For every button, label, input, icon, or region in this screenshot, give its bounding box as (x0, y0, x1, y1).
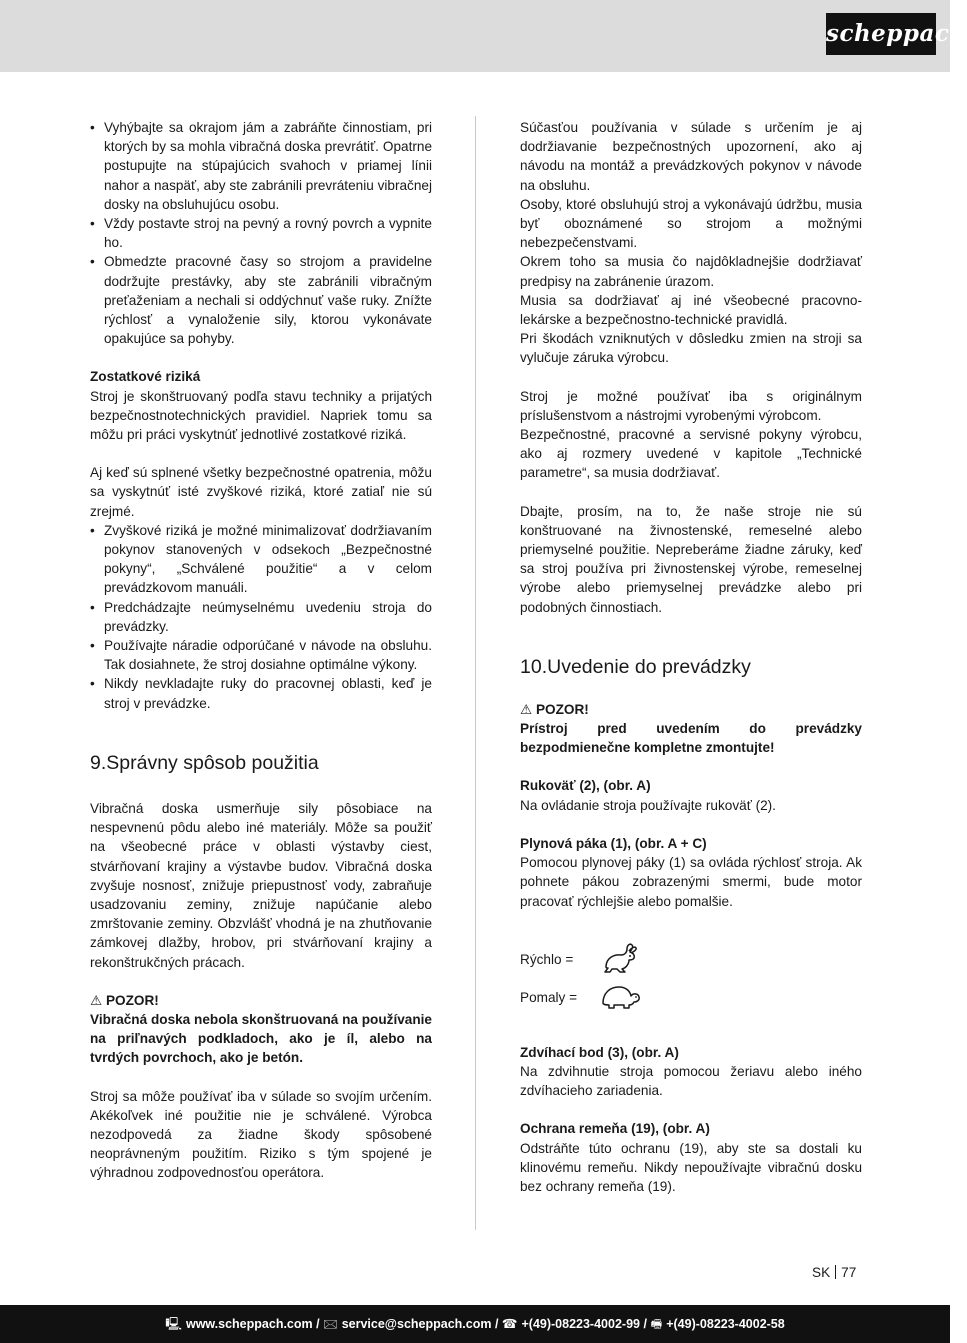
warning-text: Prístroj pred uvedením do prevádzky bezpodmienečne kompletne zmontujte! (520, 721, 862, 756)
warning-label: ⚠ POZOR! (520, 701, 589, 717)
rabbit-icon (600, 941, 640, 975)
page-num: 77 (841, 1265, 857, 1280)
paragraph: Dbajte, prosím, na to, že naše stroje nie sú konštruované na živnostenské, remeselné alebo priemyselné použitie. Nepreberáme žiadne záruky, keď sa stroj používa pri živnostenskej výrobe, remeselnej výrobe alebo priemyselnej prevádzke alebo pri podobných činnostiach. (520, 503, 862, 615)
usage-text: Stroj sa môže používať iba v súlade so svojím určením. Akékoľvek iné použitie nie je schválené. Výrobca nezodpovedá za žiadne škody spôsobené neoprávneným použitím. Riziko s tým spojené je výhradnou zodpovednosťou operátora. (90, 1088, 432, 1181)
fast-label: Rýchlo = (520, 951, 574, 967)
section-title: Uvedenie do prevádzky (547, 655, 751, 678)
fast-speed-row (520, 941, 862, 979)
turtle-icon (600, 979, 642, 1013)
paragraph: Súčasťou používania v súlade s určením je aj dodržiavanie bezpečnostných upozornení, ako aj návodu na montáž a prevádzkových pokynov v návode na obsluhu. (520, 120, 862, 193)
fax-icon: 🖷 (650, 1317, 663, 1331)
footer-contact-bar (0, 1305, 950, 1343)
paragraph: Pri škodách vzniknutých v dôsledku zmien na stroji sa vylučuje záruka výrobcu. (520, 331, 862, 366)
handle-heading: Rukoväť (2), (obr. A) (520, 778, 651, 794)
section-number: 9. (90, 751, 107, 774)
slow-label: Pomaly = (520, 989, 578, 1005)
lift-point-text: Na zdvihnutie stroja pomocou žeriavu alebo iného zdvíhacieho zariadenia. (520, 1063, 862, 1099)
brand-logo: scheppach (826, 13, 936, 55)
column-divider (475, 116, 476, 1230)
warning-text: Vibračná doska nebola skonštruovaná na používanie na priľnavých podkladoch, ako je íl, alebo na tvrdých povrchoch, ako je betón. (90, 1011, 432, 1066)
list-item: • Predchádzajte neúmyselnému uvedeniu stroja do prevádzky. (90, 598, 432, 636)
fax-number: +(49)-08223-4002-58 (666, 1317, 785, 1331)
throttle-text: Pomocou plynovej páky (1) sa ovláda rýchlosť stroja. Ak pohnete pákou zobrazenými smermi, bude motor pracovať rýchlejšie alebo pomalšie. (520, 855, 862, 909)
list-item: • Vždy postavte stroj na pevný a rovný povrch a vypnite ho. (90, 214, 432, 252)
paragraph: Musia sa dodržiavať aj iné všeobecné pracovno-lekárske a bezpečnostno-technické pravidlá. (520, 292, 862, 328)
section-title: Správny spôsob použitia (106, 751, 319, 774)
page-number (812, 1265, 856, 1280)
section-10-heading (520, 655, 862, 679)
intended-use-text: Vibračná doska usmerňuje sily pôsobiace na nespevnenú pôdu alebo iné materiály. Môže sa použiť na všeobecné práce v oblasti výstavby ciest, stvárňovaní krajiny a výstavbe budov. Vibračná doska zvyšuje nosnosť, znižuje priepustnosť vody, zabraňuje usadzovaniu zeminy, znižuje napúčanie alebo zmrštovanie zeminy. Obzvlášť vhodná je na zhutňovanie zámkovej dlažby, hrobov, pri stvárňovaní krajiny a rekonštrukčných prácach. (90, 800, 432, 970)
computer-icon: 🖳 (165, 1317, 182, 1331)
residual-risks-text-2: Aj keď sú splnené všetky bezpečnostné opatrenia, môžu sa vyskytnúť isté zvyškové riziká, ktoré zatiaľ nie sú zrejmé. (90, 465, 432, 519)
left-column (90, 118, 432, 1183)
website-link[interactable]: www.scheppach.com / (185, 1317, 320, 1331)
email-link[interactable]: service@scheppach.com / (341, 1317, 499, 1331)
right-column (520, 118, 862, 1196)
paragraph: Osoby, ktoré obsluhujú stroj a vykonávajú údržbu, musia byť oboznámené so strojom a možnými nebezpečenstvami. (520, 196, 862, 251)
section-9-heading (90, 751, 432, 775)
throttle-heading: Plynová páka (1), (obr. A + C) (520, 835, 707, 851)
paragraph: Stroj je možné používať iba s originálnym príslušenstvom a nástrojmi vyrobenými výrobcom. (520, 388, 862, 423)
list-item: • Používajte náradie odporúčané v návode na obsluhu. Tak dosiahnete, že stroj dosiahne optimálne výkony. (90, 636, 432, 674)
section-number: 10. (520, 655, 548, 678)
list-item: • Nikdy nevkladajte ruky do pracovnej oblasti, keď je stroj v prevádzke. (90, 674, 432, 712)
slow-speed-row (520, 979, 862, 1017)
residual-risks-text: Stroj je skonštruovaný podľa stavu techniky a prijatých bezpečnostnotechnických pravidiel. Napriek tomu sa môžu pri práci vyskytnúť jednotlivé zostatkové riziká. (90, 388, 432, 443)
residual-bullet-list (90, 521, 432, 713)
safety-bullet-list (90, 118, 432, 348)
mail-icon: 🖂 (323, 1317, 338, 1331)
list-item: • Zvyškové riziká je možné minimalizovať dodržiavaním pokynov stanovených v odsekoch „Bezpečnostné pokyny“, „Schválené použitie“ a v celom prevádzkovom manuáli. (90, 521, 432, 598)
warning-label: ⚠ POZOR! (90, 992, 159, 1008)
list-item: • Obmedzte pracovné časy so strojom a pravidelne dodržujte prestávky, aby ste zabránili vibračným preťaženiam a nechali si oddýchnuť vaše ruky. Znížte rýchlosť a vynaloženie sily, ktorou vykonávate opakujúce sa pohyby. (90, 252, 432, 348)
lift-point-heading: Zdvíhací bod (3), (obr. A) (520, 1044, 679, 1060)
list-item: • Vyhýbajte sa okrajom jám a zabráňte činnostiam, pri ktorých by sa mohla vibračná doska prevrátiť. Opatrne postupujte na stúpajúcich svahoch v priamej línii nahor a naspäť, aby ste zabránili prevráteniu vibračnej dosky na obsluhujúcu osobu. (90, 118, 432, 214)
belt-guard-text: Odstráňte túto ochranu (19), aby ste sa dostali ku klinovému remeňu. Nikdy nepoužívajte vibračnú dosku bez ochrany remeňa (19). (520, 1140, 862, 1194)
paragraph: Bezpečnostné, pracovné a servisné pokyny výrobcu, ako aj rozmery uvedené v kapitole „Technické parametre“, sa musia dodržiavať. (520, 427, 862, 481)
paragraph: Okrem toho sa musia čo najdôkladnejšie dodržiavať predpisy na zabránenie úrazom. (520, 254, 862, 289)
language-code: SK (812, 1265, 831, 1280)
residual-risks-heading: Zostatkové riziká (90, 369, 201, 385)
handle-text: Na ovládanie stroja používajte rukoväť (2). (520, 797, 776, 813)
belt-guard-heading: Ochrana remeňa (19), (obr. A) (520, 1121, 710, 1137)
phone-icon: ☎ (501, 1317, 518, 1331)
page-header (0, 0, 967, 72)
phone-number: +(49)-08223-4002-99 / (521, 1317, 647, 1331)
